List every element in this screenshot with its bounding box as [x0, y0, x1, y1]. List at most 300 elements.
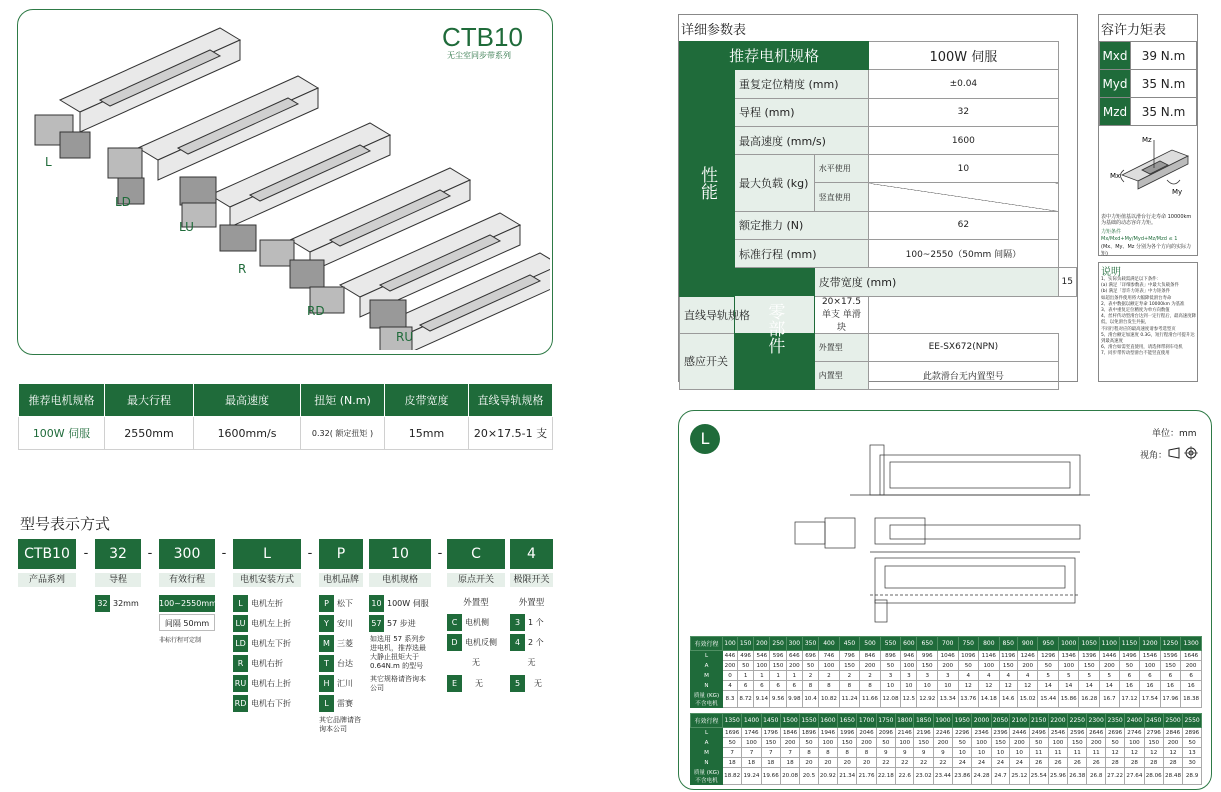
dim-cell: 1496 — [1119, 651, 1140, 661]
dim-header-cell: 250 — [770, 637, 786, 651]
spec-label-stroke: 标准行程 (mm) — [735, 240, 869, 268]
dim-cell: 6 — [770, 681, 786, 691]
dim-header-cell: 1200 — [1140, 637, 1161, 651]
dim-cell: 4 — [958, 671, 979, 681]
dim-cell: 14 — [1100, 681, 1120, 691]
dim-row — [691, 661, 1202, 671]
model-head-lead: 32 — [95, 539, 141, 569]
dim-row-label: L — [691, 651, 723, 661]
variant-label-LD: LD — [115, 195, 131, 209]
dim-cell: 1646 — [1181, 651, 1202, 661]
dim-cell: 18 — [780, 758, 799, 768]
dim-header-cell: 700 — [938, 637, 959, 651]
variant-label-R: R — [238, 262, 247, 276]
dim-cell: 20.92 — [818, 768, 837, 785]
torque-key: Mxd — [1100, 42, 1131, 70]
dim-header-cell: 有效行程 — [691, 714, 723, 728]
dim-cell: 16 — [1160, 681, 1181, 691]
dim-cell: 546 — [754, 651, 770, 661]
dim-cell: 22 — [933, 758, 952, 768]
dim-cell: 22.6 — [895, 768, 913, 785]
dim-cell: 20 — [800, 758, 818, 768]
dim-header-cell: 1550 — [800, 714, 818, 728]
torque-formula: Mx/Mxd+My/Myd+Mz/Mzd ≤ 1 — [1101, 236, 1178, 242]
dim-cell: 16 — [1140, 681, 1161, 691]
summary-header: 最高速度 — [194, 384, 301, 417]
dim-cell: 8 — [857, 748, 876, 758]
brand-option-code: L — [319, 695, 334, 712]
dim-cell: 13 — [1183, 748, 1202, 758]
dim-header-cell: 1750 — [876, 714, 895, 728]
torque-title: 容许力矩表 — [1101, 23, 1167, 38]
dim-cell: 1396 — [1079, 651, 1100, 661]
dim-cell: 20 — [818, 758, 837, 768]
spec-value-belt: 15 — [1058, 268, 1076, 296]
dim-cell: 14 — [1058, 681, 1079, 691]
dim-cell: 23.86 — [953, 768, 972, 785]
dim-cell: 1746 — [742, 728, 761, 738]
dim-cell: 12.08 — [880, 691, 901, 708]
dim-cell: 200 — [1100, 661, 1120, 671]
spec-motor-value: 100W 伺服 — [869, 42, 1058, 70]
dim-cell: 28 — [1144, 758, 1163, 768]
dim-cell: 50 — [958, 661, 979, 671]
dim-cell: 28.9 — [1183, 768, 1202, 785]
dim-header-cell: 300 — [786, 637, 802, 651]
origin-title: 外置型 — [463, 598, 489, 608]
spec-label-horizontal: 水平使用 — [814, 155, 868, 183]
dim-header-cell: 2450 — [1144, 714, 1163, 728]
torque-formula-note: (Mx、My、Mz 分别为各个方向的实际力矩) — [1101, 244, 1192, 257]
dim-header-cell: 1600 — [818, 714, 837, 728]
dim-cell: 10 — [917, 681, 938, 691]
origin-none: 无 — [472, 658, 480, 667]
dim-cell: 8 — [860, 681, 881, 691]
dim-cell: 28 — [1163, 758, 1182, 768]
dim-header-cell: 1400 — [742, 714, 761, 728]
spec-label-speed: 最高速度 (mm/s) — [735, 126, 869, 154]
dim-cell: 5 — [1058, 671, 1079, 681]
dim-cell: 11 — [1068, 748, 1087, 758]
dim-cell: 13.76 — [958, 691, 979, 708]
dim-cell: 150 — [770, 661, 786, 671]
dim-header-cell: 2100 — [1010, 714, 1029, 728]
dim-cell: 18 — [723, 758, 742, 768]
note-line: 2、表中数据以额定寿命 10000km 为基准 — [1101, 301, 1185, 307]
dim-header-cell: 1000 — [1058, 637, 1079, 651]
dim-cell: 200 — [1163, 738, 1182, 748]
spec-label-vertical: 竖直使用 — [814, 183, 868, 211]
dim-cell: 100 — [754, 661, 770, 671]
dim-header-cell: 1700 — [857, 714, 876, 728]
dim-cell: 50 — [802, 661, 818, 671]
dim-cell: 50 — [1119, 661, 1140, 671]
dim-header-cell: 200 — [754, 637, 770, 651]
dim-cell: 27.64 — [1125, 768, 1144, 785]
dim-cell: 2 — [802, 671, 818, 681]
caption-series: 产品系列 — [18, 573, 76, 587]
dim-header-cell: 1500 — [780, 714, 799, 728]
dim-cell: 13.34 — [938, 691, 959, 708]
dim-cell: 100 — [1140, 661, 1161, 671]
dim-cell: 100 — [1048, 738, 1067, 748]
dim-cell: 100 — [901, 661, 917, 671]
torque-note: 表中力矩值基以滑台行走寿命 10000km 为基础的动态容许力矩。 — [1101, 214, 1192, 226]
spec-value-vertical — [869, 183, 1058, 211]
drawing-view-label: 视角： — [1140, 451, 1168, 461]
dim-cell: 2 — [819, 671, 840, 681]
dim-header-cell: 1050 — [1079, 637, 1100, 651]
dim-row — [691, 738, 1202, 748]
mount-option — [233, 595, 301, 613]
motor-option — [369, 615, 431, 633]
dim-cell: 200 — [933, 738, 952, 748]
dim-cell: 1896 — [800, 728, 818, 738]
model-dash: - — [221, 546, 227, 561]
caption-motor: 电机规格 — [369, 573, 431, 587]
dim-cell: 21.76 — [857, 768, 876, 785]
model-head-series: CTB10 — [18, 539, 76, 569]
dim-cell: 6 — [754, 681, 770, 691]
dim-cell: 1946 — [818, 728, 837, 738]
dim-cell: 16.7 — [1100, 691, 1120, 708]
dim-header-cell: 有效行程 — [691, 637, 723, 651]
spec-value-guide: 20×17.5 单支 单滑块 — [814, 296, 868, 333]
dim-row-label: L — [691, 728, 723, 738]
dim-cell: 6 — [1160, 671, 1181, 681]
spec-label-sensor: 感应开关 — [680, 333, 735, 390]
dim-cell: 150 — [761, 738, 780, 748]
model-head-limit: 4 — [510, 539, 553, 569]
dim-cell: 24.28 — [972, 768, 991, 785]
dim-cell: 11.66 — [860, 691, 881, 708]
spec-value-repeat: ±0.04 — [869, 70, 1058, 98]
dim-header-cell: 2550 — [1183, 714, 1202, 728]
stroke-custom: 非标行程可定制 — [159, 637, 202, 644]
brand-option — [319, 635, 363, 653]
brand-option-code: M — [319, 635, 334, 652]
dim-header-cell: 600 — [901, 637, 917, 651]
dim-header-cell: 1850 — [914, 714, 933, 728]
dim-cell: 3 — [938, 671, 959, 681]
dim-cell: 1296 — [1038, 651, 1059, 661]
dim-cell: 14.6 — [999, 691, 1017, 708]
brand-option-text: 雷赛 — [337, 699, 353, 708]
dim-header-cell: 2200 — [1048, 714, 1067, 728]
dim-cell: 12 — [1017, 681, 1038, 691]
note-line: (a) 满足「详细参数表」中最大负载条件 — [1101, 283, 1179, 289]
limit-title: 外置型 — [518, 598, 545, 608]
mount-option-code: R — [233, 655, 248, 672]
dim-cell: 2246 — [933, 728, 952, 738]
dim-row-label: M — [691, 671, 723, 681]
dim-cell: 30 — [1183, 758, 1202, 768]
dim-cell: 100 — [819, 661, 840, 671]
dim-cell: 3 — [880, 671, 901, 681]
dim-cell: 26.8 — [1087, 768, 1105, 785]
dim-cell: 150 — [838, 738, 857, 748]
variant-label-L: L — [45, 155, 52, 169]
brand-option-text: 三菱 — [337, 639, 353, 648]
dim-cell: 4 — [979, 671, 1000, 681]
spec-label-load: 最大负载 (kg) — [735, 155, 815, 212]
dim-cell: 24 — [991, 758, 1009, 768]
dim-cell: 1096 — [958, 651, 979, 661]
dim-cell: 200 — [723, 661, 738, 671]
note-line: 如超出条件使用将大幅降低滑台寿命 — [1101, 295, 1172, 301]
dim-cell: 10 — [1010, 748, 1029, 758]
variant-label-RU: RU — [396, 330, 414, 344]
dim-row — [691, 768, 1202, 785]
dim-cell: 1246 — [1017, 651, 1038, 661]
dim-cell: 100 — [742, 738, 761, 748]
mount-option — [233, 675, 301, 693]
torque-value: 39 N.m — [1131, 42, 1197, 70]
dim-row-label: 质量 (KG) 不含电机 — [691, 691, 723, 708]
dim-cell: 8.3 — [723, 691, 738, 708]
dim-cell: 16.28 — [1079, 691, 1100, 708]
dim-cell: 6 — [1181, 671, 1202, 681]
dim-cell: 1196 — [999, 651, 1017, 661]
dim-cell: 10 — [880, 681, 901, 691]
summary-header: 扭矩 (N.m) — [301, 384, 385, 417]
spec-value-stroke: 100~2550（50mm 间隔） — [869, 240, 1058, 268]
note-line: 5、滑台额定加速度 0.3G，短行程滑台可提升达到最高速度 — [1101, 332, 1195, 345]
dim-cell: 1696 — [723, 728, 742, 738]
dim-cell: 200 — [780, 738, 799, 748]
svg-text:Mx: Mx — [1110, 172, 1121, 180]
dim-cell: 1046 — [938, 651, 959, 661]
dim-cell: 7 — [761, 748, 780, 758]
limit-3: 3 1 个 — [510, 614, 553, 631]
mount-option-code: LU — [233, 615, 248, 632]
origin-D: D 电机反侧 — [447, 634, 505, 651]
lead-code: 32 — [95, 595, 110, 612]
dim-cell: 696 — [802, 651, 818, 661]
dim-cell: 2646 — [1087, 728, 1105, 738]
dim-cell: 17.12 — [1119, 691, 1140, 708]
dim-cell: 496 — [738, 651, 754, 661]
dim-header-cell: 950 — [1038, 637, 1059, 651]
dim-cell: 6 — [738, 681, 754, 691]
dimension-table-2 — [690, 713, 1202, 785]
dim-cell: 100 — [979, 661, 1000, 671]
dim-cell: 4 — [723, 681, 738, 691]
dim-cell: 646 — [786, 651, 802, 661]
dim-cell: 10.82 — [819, 691, 840, 708]
brand-option-text: 松下 — [337, 599, 353, 608]
dim-cell: 2546 — [1048, 728, 1067, 738]
dim-cell: 2796 — [1144, 728, 1163, 738]
summary-header: 直线导轨规格 — [469, 384, 553, 417]
dim-row — [691, 758, 1202, 768]
dim-cell: 17.96 — [1160, 691, 1181, 708]
dim-cell: 25.12 — [1010, 768, 1029, 785]
dim-cell: 2746 — [1125, 728, 1144, 738]
brand-option — [319, 675, 363, 693]
dim-cell: 9 — [914, 748, 933, 758]
dim-cell: 18.38 — [1181, 691, 1202, 708]
dim-cell: 10 — [938, 681, 959, 691]
dim-header-cell: 2150 — [1029, 714, 1048, 728]
spec-label-external: 外置型 — [814, 333, 868, 361]
dim-cell: 200 — [1087, 738, 1105, 748]
brand-option-code: P — [319, 595, 334, 612]
dim-cell: 20.5 — [800, 768, 818, 785]
dim-cell: 50 — [738, 661, 754, 671]
spec-value-lead: 32 — [869, 98, 1058, 126]
model-dash: - — [307, 546, 313, 561]
dim-cell: 22 — [914, 758, 933, 768]
dim-cell: 18.82 — [723, 768, 742, 785]
mount-option-text: 电机左上折 — [251, 619, 291, 628]
model-head-motor: 10 — [369, 539, 431, 569]
dim-cell: 2096 — [876, 728, 895, 738]
dim-cell: 23.02 — [914, 768, 933, 785]
dim-cell: 2 — [839, 671, 860, 681]
summary-header: 推荐电机规格 — [19, 384, 105, 417]
dim-cell: 2596 — [1068, 728, 1087, 738]
dim-header-cell: 2350 — [1105, 714, 1124, 728]
dim-cell: 1446 — [1100, 651, 1120, 661]
variant-label-RD: RD — [307, 304, 325, 318]
dim-header-cell: 1100 — [1100, 637, 1120, 651]
model-head-stroke: 300 — [159, 539, 215, 569]
dim-cell: 25.96 — [1048, 768, 1067, 785]
dim-cell: 3 — [901, 671, 917, 681]
dim-cell: 24 — [972, 758, 991, 768]
dim-row — [691, 651, 1202, 661]
dim-cell: 15.86 — [1058, 691, 1079, 708]
dim-cell: 12 — [1144, 748, 1163, 758]
dim-cell: 2496 — [1029, 728, 1048, 738]
stroke-step: 间隔 50mm — [159, 614, 215, 631]
spec-table — [679, 41, 1077, 390]
dim-cell: 14 — [1079, 681, 1100, 691]
dim-cell: 100 — [895, 738, 913, 748]
spec-label-thrust: 额定推力 (N) — [735, 211, 869, 239]
dim-header-cell: 2050 — [991, 714, 1009, 728]
dim-cell: 17.54 — [1140, 691, 1161, 708]
dim-header-cell: 1450 — [761, 714, 780, 728]
dim-cell: 26.38 — [1068, 768, 1087, 785]
dim-cell: 20 — [857, 758, 876, 768]
dim-cell: 9.98 — [786, 691, 802, 708]
dim-cell: 11 — [1048, 748, 1067, 758]
caption-limit: 极限开关 — [510, 573, 553, 587]
dim-cell: 100 — [1058, 661, 1079, 671]
dim-cell: 7 — [742, 748, 761, 758]
dim-cell: 796 — [839, 651, 860, 661]
origin-E: E 无 — [447, 675, 505, 692]
summary-table — [18, 383, 553, 450]
dim-cell: 596 — [770, 651, 786, 661]
model-dash: - — [83, 546, 89, 561]
dim-cell: 1796 — [761, 728, 780, 738]
model-head-mount: L — [233, 539, 301, 569]
dim-cell: 26 — [1048, 758, 1067, 768]
dim-cell: 23.44 — [933, 768, 952, 785]
dim-cell: 7 — [780, 748, 799, 758]
mount-option-text: 电机右上折 — [251, 679, 291, 688]
dim-cell: 8.72 — [738, 691, 754, 708]
dim-row-label: A — [691, 738, 723, 748]
lead-option — [95, 595, 141, 612]
brand-option-code: Y — [319, 615, 334, 632]
drawing-unit: 单位：mm — [1152, 429, 1197, 439]
brand-option — [319, 695, 363, 713]
dim-cell: 12.5 — [901, 691, 917, 708]
dim-cell: 200 — [860, 661, 881, 671]
dim-cell: 18 — [742, 758, 761, 768]
dim-cell: 22.18 — [876, 768, 895, 785]
dim-cell: 25.54 — [1029, 768, 1048, 785]
dim-cell: 2396 — [991, 728, 1009, 738]
dim-header-cell: 1300 — [1181, 637, 1202, 651]
brand-option-text: 安川 — [337, 619, 353, 628]
dim-cell: 6 — [1140, 671, 1161, 681]
dim-cell: 200 — [1010, 738, 1029, 748]
mount-option-text: 电机左折 — [251, 599, 283, 608]
dim-cell: 8 — [838, 748, 857, 758]
dim-cell: 22 — [876, 758, 895, 768]
variant-label-LU: LU — [179, 220, 194, 234]
dim-cell: 2296 — [953, 728, 972, 738]
mount-options — [233, 595, 301, 715]
dim-cell: 12 — [1163, 748, 1182, 758]
dim-header-cell: 150 — [738, 637, 754, 651]
dim-cell: 2046 — [857, 728, 876, 738]
caption-brand: 电机品牌 — [319, 573, 363, 587]
product-illustrations — [20, 20, 550, 350]
dim-cell: 100 — [1125, 738, 1144, 748]
dim-header-cell: 1950 — [953, 714, 972, 728]
dim-header-cell: 500 — [860, 637, 881, 651]
limit-5: 5 无 — [510, 675, 553, 692]
dim-header-cell: 800 — [979, 637, 1000, 651]
model-head-origin: C — [447, 539, 505, 569]
dim-cell: 15.44 — [1038, 691, 1059, 708]
mount-option-text: 电机左下折 — [251, 639, 291, 648]
dim-cell: 1 — [786, 671, 802, 681]
dim-cell: 24.7 — [991, 768, 1009, 785]
dim-cell: 28.06 — [1144, 768, 1163, 785]
limit-none: 无 — [527, 658, 536, 667]
dim-cell: 8 — [818, 748, 837, 758]
dim-cell: 12 — [979, 681, 1000, 691]
dim-cell: 1596 — [1160, 651, 1181, 661]
caption-lead: 导程 — [95, 573, 141, 587]
spec-label-repeat: 重复定位精度 (mm) — [735, 70, 869, 98]
dim-cell: 6 — [786, 681, 802, 691]
brand-option-text: 汇川 — [337, 679, 353, 688]
mount-option — [233, 695, 301, 713]
summary-value: 100W 伺服 — [19, 417, 105, 450]
summary-value: 15mm — [385, 417, 469, 450]
spec-side-performance: 性能 — [680, 70, 735, 296]
dim-header-cell: 900 — [1017, 637, 1038, 651]
dim-cell: 27.22 — [1105, 768, 1124, 785]
dim-cell: 50 — [953, 738, 972, 748]
brand-option-code: H — [319, 675, 334, 692]
caption-stroke: 有效行程 — [159, 573, 215, 587]
dim-cell: 150 — [1068, 738, 1087, 748]
dim-cell: 21.34 — [838, 768, 857, 785]
dim-cell: 28.48 — [1163, 768, 1182, 785]
dim-cell: 9.56 — [770, 691, 786, 708]
dim-cell: 200 — [857, 738, 876, 748]
mount-option-code: L — [233, 595, 248, 612]
